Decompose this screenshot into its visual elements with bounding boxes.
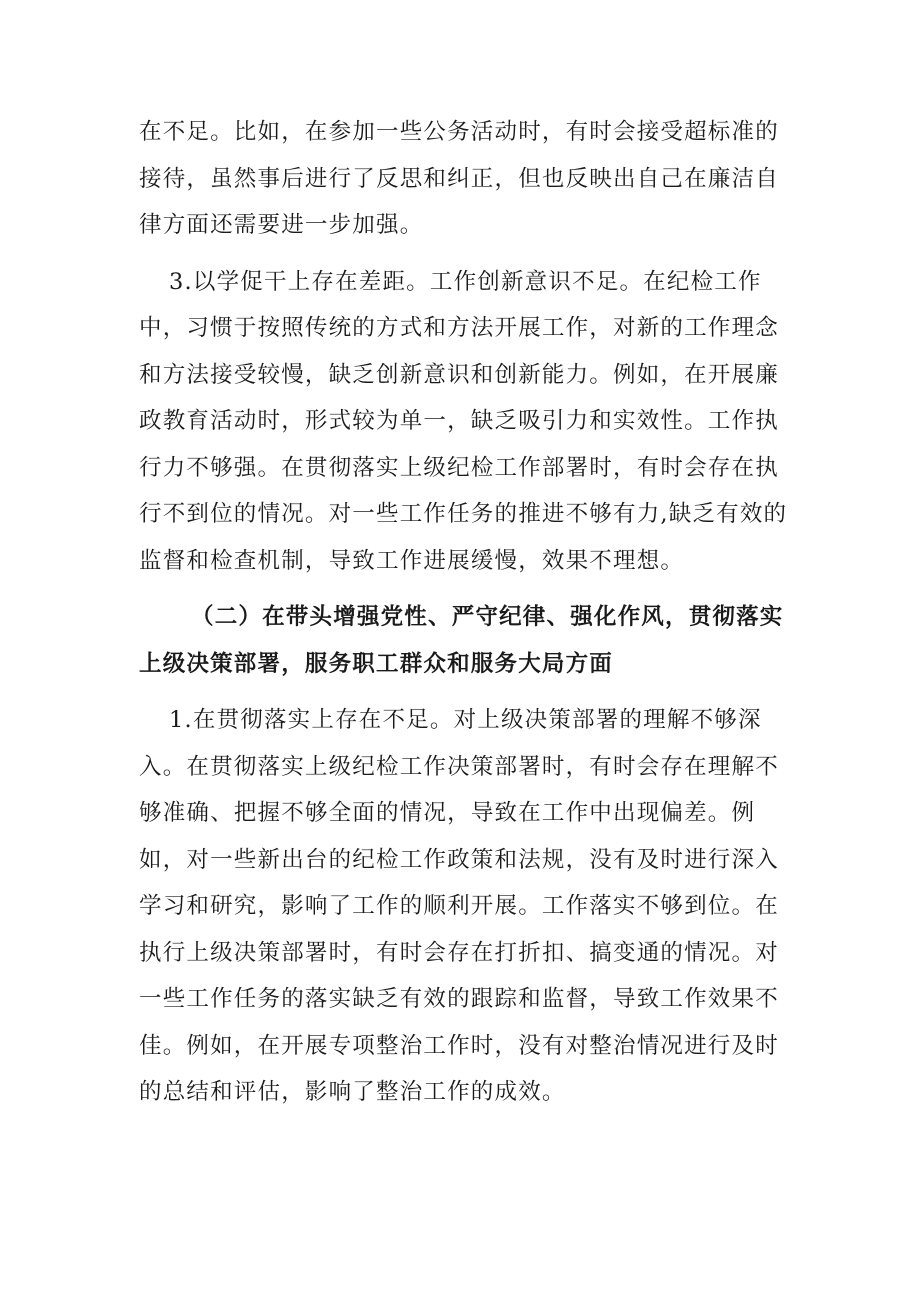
paragraph-item-1-implementation: 1.在贯彻落实上存在不足。对上级决策部署的理解不够深入。在贯彻落实上级纪检工作决策部署时，有时会存在理解不够准确、把握不够全面的情况，导致在工作中出现偏差。例如，对一些新出台的纪检工作政策和法规，没有及时进行深入学习和研究，影响了工作的顺利开展。工作落实不够到位。在执行上级决策部署时，有时会存在打折扣、搞变通的情况。对一些工作任务的落实缺乏有效的跟踪和监督，导致工作效果不佳。例如，在开展专项整治工作时，没有对整治情况进行及时的总结和评估，影响了整治工作的成效。	[139, 707, 779, 1105]
document-body	[139, 109, 789, 1116]
paragraph-integrity-continuation: 在不足。比如，在参加一些公务活动时，有时会接受超标准的接待，虽然事后进行了反思和纠正，但也反映出自己在廉洁自律方面还需要进一步加强。	[139, 119, 779, 238]
section-heading-2: （二）在带头增强党性、严守纪律、强化作风，贯彻落实上级决策部署，服务职工群众和服务大局方面	[139, 604, 784, 677]
paragraph-item-3-innovation: 3.以学促干上存在差距。工作创新意识不足。在纪检工作中，习惯于按照传统的方式和方法开展工作，对新的工作理念和方法接受较慢，缺乏创新意识和创新能力。例如，在开展廉政教育活动时，形式较为单一，缺乏吸引力和实效性。工作执行力不够强。在贯彻落实上级纪检工作部署时，有时会存在执行不到位的情况。对一些工作任务的推进不够有力,缺乏有效的监督和检查机制，导致工作进展缓慢，效果不理想。	[139, 268, 788, 574]
